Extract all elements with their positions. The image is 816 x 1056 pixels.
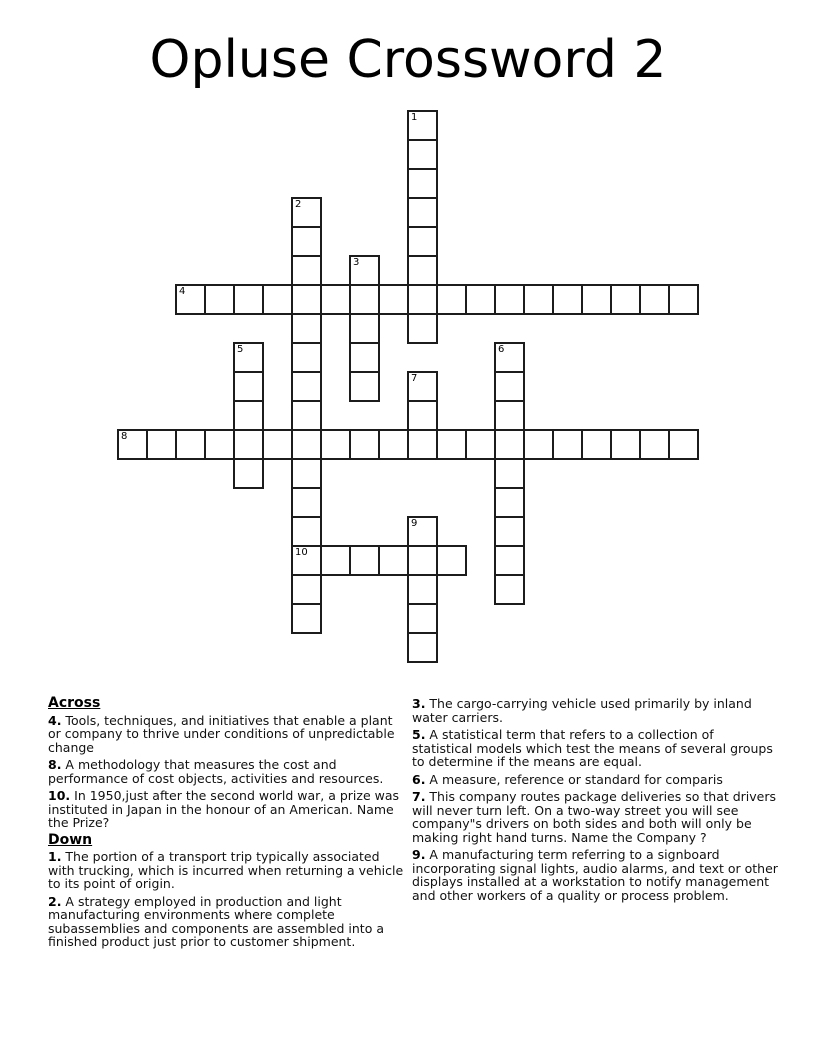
cell-number-5: 5 [237,344,244,355]
page-title: Opluse Crossword 2 [149,30,667,90]
grid-cell-r12-c6[interactable] [291,458,322,489]
grid-cell-r15-c10[interactable] [407,545,438,576]
grid-cell-r7-c10[interactable] [407,313,438,344]
grid-cell-r11-c15[interactable] [552,429,583,460]
grid-cell-r11-c13[interactable] [494,429,525,460]
grid-cell-r16-c10[interactable] [407,574,438,605]
grid-cell-r11-c18[interactable] [639,429,670,460]
grid-cell-r11-c11[interactable] [436,429,467,460]
grid-cell-r15-c13[interactable] [494,545,525,576]
clue-number: 5. [412,727,426,742]
grid-cell-r11-c6[interactable] [291,429,322,460]
grid-cell-r11-c3[interactable] [204,429,235,460]
grid-cell-r16-c13[interactable] [494,574,525,605]
grid-cell-r6-c11[interactable] [436,284,467,315]
clue-down-9: 9. A manufacturing term referring to a signboard incorporating signal lights, audio alarms, and text or other displays installed at a workstation to notify management and other workers of a quality or process problem. [412,847,778,903]
grid-cell-r4-c6[interactable] [291,226,322,257]
grid-cell-r6-c6[interactable] [291,284,322,315]
grid-cell-r11-c12[interactable] [465,429,496,460]
grid-cell-r6-c5[interactable] [262,284,293,315]
clue-number: 1. [48,849,62,864]
clue-down-1: 1. The portion of a transport trip typically associated with trucking, which is incurred when returning a vehicle to its point of origin. [48,849,404,891]
grid-cell-r7-c6[interactable] [291,313,322,344]
grid-cell-r6-c16[interactable] [581,284,612,315]
grid-cell-r11-c4[interactable] [233,429,264,460]
grid-cell-r3-c10[interactable] [407,197,438,228]
grid-cell-r12-c13[interactable] [494,458,525,489]
clues-column-right [412,697,778,906]
clue-down-2: 2. A strategy employed in production and light manufacturing environments where complete subassemblies and components are assembled into a finished product just prior to customer shipment. [48,893,384,949]
across-clues-list [48,714,408,830]
grid-cell-r4-c10[interactable] [407,226,438,257]
grid-cell-r6-c7[interactable] [320,284,351,315]
clue-down-3: 3. The cargo-carrying vehicle used primarily by inland water carriers. [412,696,752,725]
grid-cell-r10-c13[interactable] [494,400,525,431]
grid-cell-r18-c10[interactable] [407,632,438,663]
grid-cell-r6-c10[interactable] [407,284,438,315]
grid-cell-r9-c4[interactable] [233,371,264,402]
cell-number-3: 3 [353,257,360,268]
clue-across-10: 10. In 1950,just after the second world war, a prize was instituted in Japan in the honour of an American. Name the Prize? [48,788,400,830]
grid-cell-r13-c13[interactable] [494,487,525,518]
clue-number: 4. [48,712,62,728]
grid-cell-r5-c6[interactable] [291,255,322,286]
grid-cell-r11-c19[interactable] [668,429,699,460]
grid-cell-r1-c10[interactable] [407,139,438,170]
grid-cell-r11-c17[interactable] [610,429,641,460]
grid-cell-r15-c7[interactable] [320,545,351,576]
grid-cell-r8-c6[interactable] [291,342,322,373]
down-heading: Down [48,831,93,848]
clue-down-7: 7. This company routes package deliveries so that drivers will never turn left. On a two-way street you will see company"s drivers on both sides and both will only be making right hand turns. Name the Company ? [412,789,777,845]
grid-cell-r14-c6[interactable] [291,516,322,547]
across-heading: Across [48,695,101,711]
clue-down-5: 5. A statistical term that refers to a collection of statistical models which test the means of several groups to determine if the means are equal. [412,727,773,769]
clue-down-6: 6. A measure, reference or standard for comparis [412,771,723,787]
grid-cell-r14-c13[interactable] [494,516,525,547]
grid-cell-r11-c1[interactable] [146,429,177,460]
grid-cell-r11-c8[interactable] [349,429,380,460]
grid-cell-r6-c3[interactable] [204,284,235,315]
grid-cell-r16-c6[interactable] [291,574,322,605]
clue-number: 3. [412,696,426,711]
grid-cell-r11-c10[interactable] [407,429,438,460]
grid-cell-r15-c9[interactable] [378,545,409,576]
grid-cell-r6-c18[interactable] [639,284,670,315]
grid-cell-r6-c9[interactable] [378,284,409,315]
grid-cell-r6-c17[interactable] [610,284,641,315]
grid-cell-r7-c8[interactable] [349,313,380,344]
grid-cell-r2-c10[interactable] [407,168,438,199]
cell-number-6: 6 [498,344,505,355]
grid-cell-r11-c16[interactable] [581,429,612,460]
grid-cell-r15-c8[interactable] [349,545,380,576]
grid-cell-r6-c14[interactable] [523,284,554,315]
grid-cell-r6-c4[interactable] [233,284,264,315]
cell-number-1: 1 [411,112,418,123]
grid-cell-r5-c10[interactable] [407,255,438,286]
cell-number-9: 9 [411,518,418,529]
grid-cell-r9-c13[interactable] [494,371,525,402]
grid-cell-r17-c6[interactable] [291,603,322,634]
grid-cell-r17-c10[interactable] [407,603,438,634]
grid-cell-r10-c10[interactable] [407,400,438,431]
grid-cell-r11-c9[interactable] [378,429,409,460]
grid-cell-r11-c14[interactable] [523,429,554,460]
grid-cell-r11-c5[interactable] [262,429,293,460]
cell-number-10: 10 [295,547,308,558]
grid-cell-r10-c6[interactable] [291,400,322,431]
clue-number: 2. [48,893,62,909]
grid-cell-r11-c7[interactable] [320,429,351,460]
grid-cell-r6-c15[interactable] [552,284,583,315]
clue-across-8: 8. A methodology that measures the cost and performance of cost objects, activities and resources. [48,757,384,786]
crossword-grid [117,110,699,663]
grid-cell-r9-c8[interactable] [349,371,380,402]
clue-across-4: 4. Tools, techniques, and initiatives that enable a plant or company to thrive under conditions of unpredictable change [48,712,395,755]
grid-cell-r15-c11[interactable] [436,545,467,576]
cell-number-4: 4 [179,286,186,297]
clue-number: 6. [412,771,426,787]
grid-cell-r6-c19[interactable] [668,284,699,315]
down-clues-list-left [48,850,408,949]
clues-column-left [48,697,408,953]
clue-number: 9. [412,847,426,862]
grid-cell-r13-c6[interactable] [291,487,322,518]
grid-cell-r6-c13[interactable] [494,284,525,315]
clue-number: 8. [48,757,62,772]
grid-cell-r12-c4[interactable] [233,458,264,489]
grid-cell-r11-c2[interactable] [175,429,206,460]
clue-number: 10. [48,788,71,803]
grid-cell-r9-c6[interactable] [291,371,322,402]
grid-cell-r6-c12[interactable] [465,284,496,315]
clue-number: 7. [412,789,426,804]
cell-number-2: 2 [295,199,302,210]
cell-number-7: 7 [411,373,418,384]
cell-number-8: 8 [121,431,128,442]
grid-cell-r6-c8[interactable] [349,284,380,315]
grid-cell-r10-c4[interactable] [233,400,264,431]
grid-cell-r8-c8[interactable] [349,342,380,373]
down-clues-list-right [412,697,778,902]
